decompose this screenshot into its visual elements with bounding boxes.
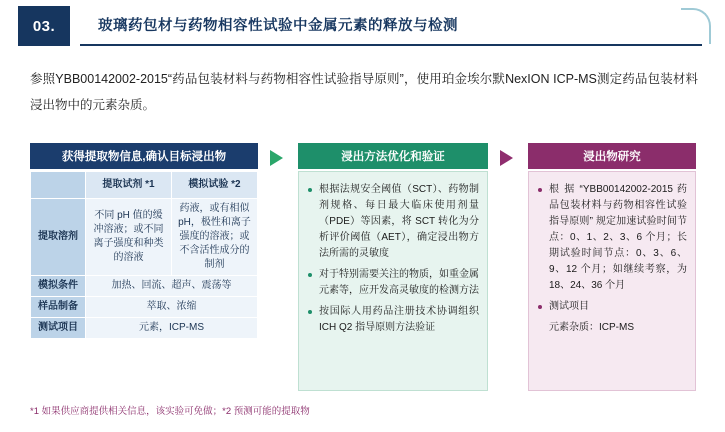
intro-paragraph: 参照YBB00142002-2015“药品包装材料与药物相容性试验指导原则”，使用珀金埃尔默NexION ICP-MS测定药品包装材料浸出物中的元素杂质。 — [30, 72, 698, 112]
list-item: 根据法规安全阈值（SCT）、药物制剂规格、每日最大临床使用剂量（PDE）等因素，将 SCT 转化为分析评价阈值（AET），确定浸出物方法所需的灵敏度 — [307, 182, 479, 262]
arrow-right-icon-2 — [500, 150, 513, 166]
page-header — [0, 0, 725, 52]
column3-bullet-list — [537, 182, 687, 315]
column-header-simulation: 模拟试验 *2 — [172, 172, 258, 199]
flow-column-extraction — [30, 143, 258, 339]
section-number-badge: 03. — [18, 6, 70, 46]
column3-title: 浸出物研究 — [528, 143, 696, 169]
column2-title: 浸出方法优化和验证 — [298, 143, 488, 169]
flow-column-method-validation — [298, 143, 488, 391]
cell-conditions-value: 加热、回流、超声、震荡等 — [86, 276, 258, 297]
page-title: 玻璃药包材与药物相容性试验中金属元素的释放与检测 — [98, 18, 458, 34]
arrow-right-icon-1 — [270, 150, 283, 166]
list-item: 对于特别需要关注的物质，如重金属元素等，应开发高灵敏度的检测方法 — [307, 267, 479, 299]
process-flow — [30, 143, 696, 393]
table-row — [31, 297, 258, 318]
table-row — [31, 199, 258, 276]
column-header-reagent: 提取试剂 *1 — [86, 172, 172, 199]
decorative-swoosh-icon — [681, 8, 711, 44]
row-label-conditions: 模拟条件 — [31, 276, 86, 297]
cell-solvent-simulation: 药液，或有相似 pH，极性和离子强度的溶液；或不含活性成分的制剂 — [172, 199, 258, 276]
list-item: 按国际人用药品注册技术协调组织 ICH Q2 指导原则方法验证 — [307, 304, 479, 336]
cell-sample-prep-value: 萃取、浓缩 — [86, 297, 258, 318]
list-item: 测试项目 — [537, 299, 687, 315]
column2-bullet-list — [307, 182, 479, 336]
matrix-corner-cell — [31, 172, 86, 199]
table-row — [31, 172, 258, 199]
footnote: *1 如果供应商提供相关信息，该实验可免做；*2 预测可能的提取物 — [30, 406, 310, 417]
row-label-test-items: 测试项目 — [31, 318, 86, 339]
table-row — [31, 318, 258, 339]
cell-solvent-reagent: 不同 pH 值的缓冲溶液；或不同离子强度和种类的溶液 — [86, 199, 172, 276]
row-label-sample-prep: 样品制备 — [31, 297, 86, 318]
cell-test-items-value: 元素，ICP-MS — [86, 318, 258, 339]
flow-column-leachables-study — [528, 143, 696, 391]
column3-body — [528, 171, 696, 391]
column1-title: 获得提取物信息,确认目标浸出物 — [30, 143, 258, 169]
list-item: 根 据 “YBB00142002-2015 药品包装材料与药物相容性试验指导原则” 规定加速试验时间节点：0、1、2、3、6 个月；长期试验时间节点：0、3、6、9、12 个月；如继续考察，为 18、24、36 个月 — [537, 182, 687, 294]
extraction-matrix-table — [30, 171, 258, 339]
column2-body — [298, 171, 488, 391]
table-row — [31, 276, 258, 297]
row-label-solvent: 提取溶剂 — [31, 199, 86, 276]
header-divider — [80, 44, 702, 46]
column3-extra-line: 元素杂质：ICP-MS — [549, 322, 634, 333]
